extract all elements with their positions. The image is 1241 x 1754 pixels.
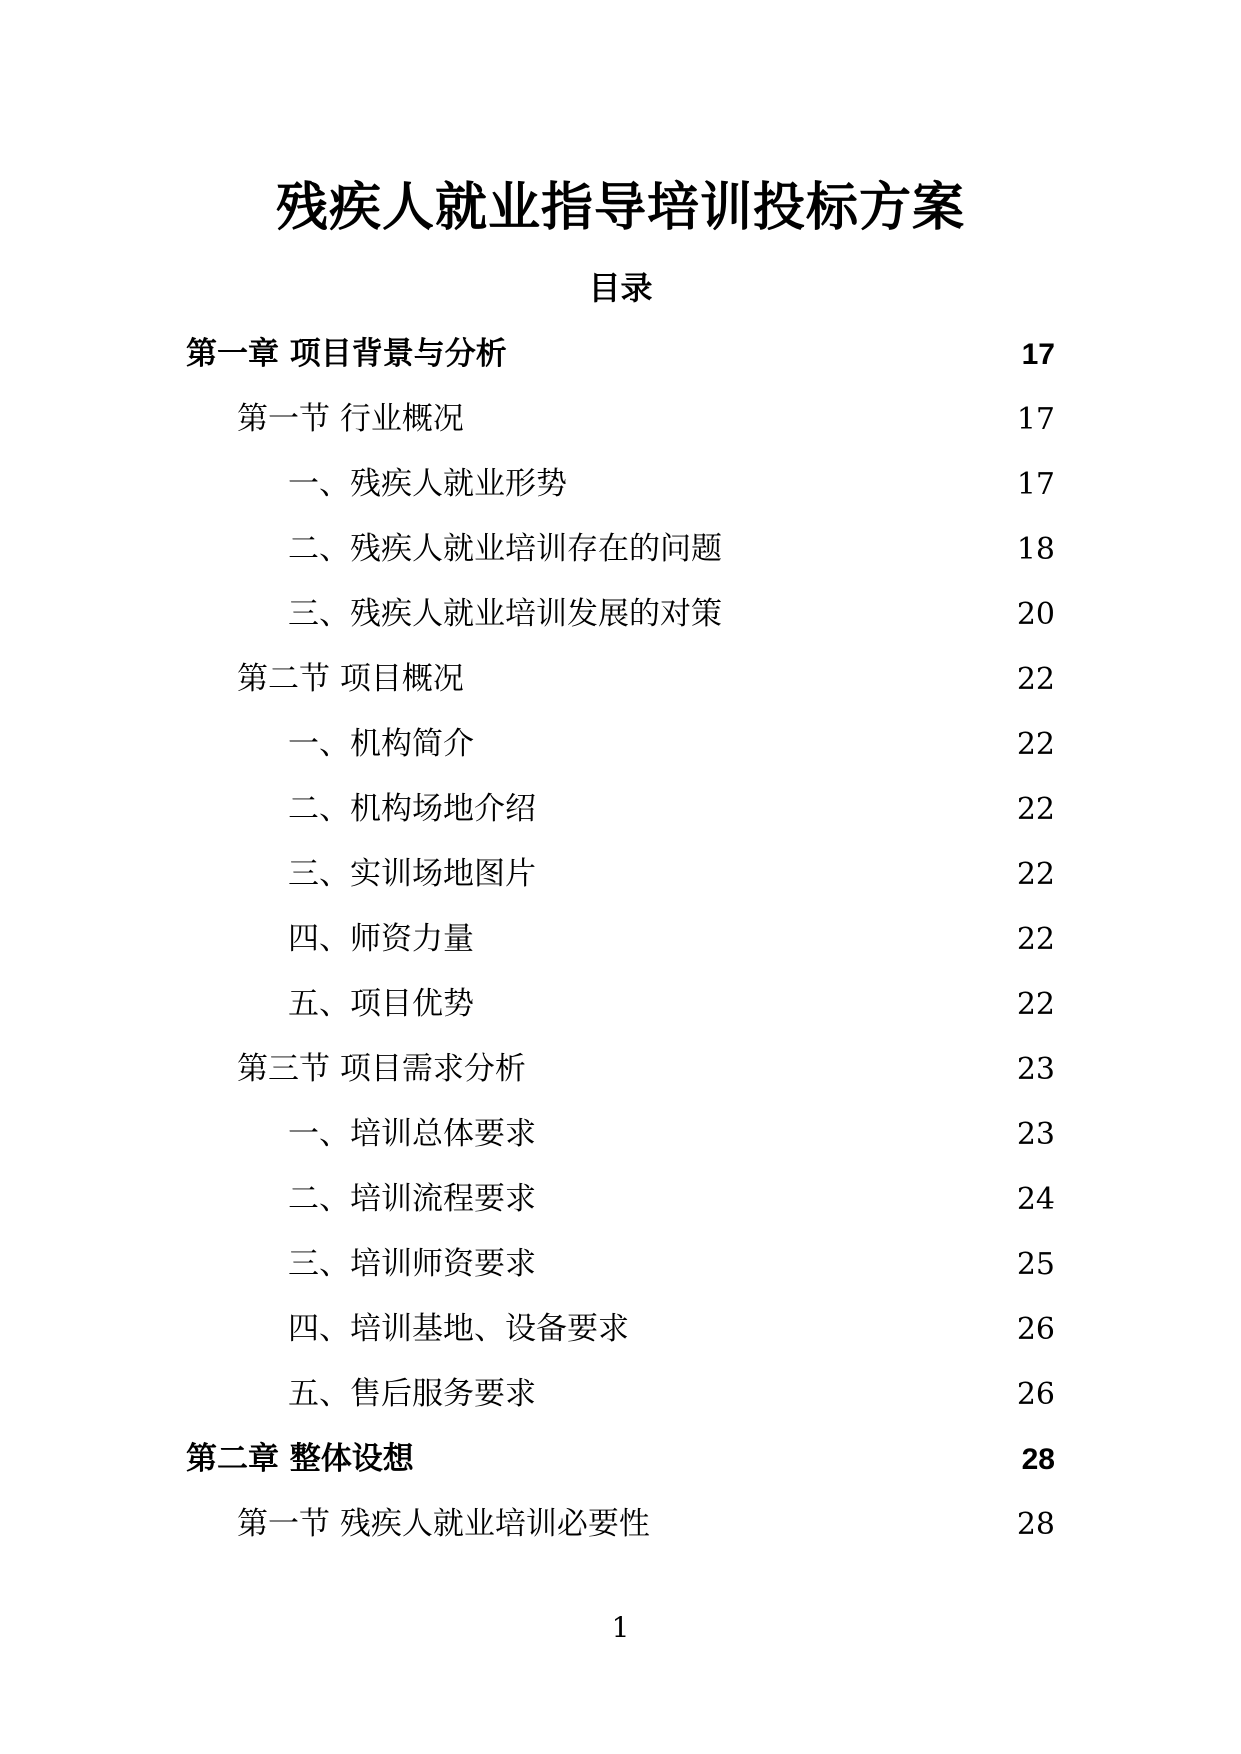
table-of-contents	[0, 322, 1241, 1557]
toc-entry-label: 第一章 项目背景与分析	[186, 336, 507, 372]
toc-entry[interactable]	[0, 1167, 1241, 1232]
toc-entry-label: 二、残疾人就业培训存在的问题	[288, 531, 722, 567]
toc-entry-page: 25	[1016, 1247, 1055, 1282]
toc-entry-label: 五、项目优势	[288, 986, 474, 1022]
toc-entry-label: 二、机构场地介绍	[288, 791, 536, 827]
toc-entry-label: 五、售后服务要求	[288, 1376, 536, 1412]
toc-entry[interactable]	[0, 1232, 1241, 1297]
toc-entry-label: 第三节 项目需求分析	[237, 1051, 526, 1087]
toc-entry-page: 28	[1021, 1443, 1055, 1476]
toc-heading: 目录	[588, 269, 653, 307]
toc-entry[interactable]	[0, 1362, 1241, 1427]
toc-entry-page: 22	[1016, 987, 1055, 1022]
toc-entry-page: 22	[1016, 662, 1055, 697]
toc-entry-label: 一、残疾人就业形势	[288, 466, 567, 502]
document-title: 残疾人就业指导培训投标方案	[275, 178, 965, 238]
toc-entry[interactable]	[0, 452, 1241, 517]
toc-entry-page: 22	[1016, 727, 1055, 762]
toc-entry[interactable]	[0, 1297, 1241, 1362]
toc-entry[interactable]	[0, 582, 1241, 647]
toc-entry-page: 18	[1016, 532, 1055, 567]
toc-entry-label: 三、实训场地图片	[288, 856, 536, 892]
toc-entry[interactable]	[0, 712, 1241, 777]
toc-entry-page: 20	[1016, 597, 1055, 632]
toc-entry-label: 一、机构简介	[288, 726, 474, 762]
toc-entry-page: 22	[1016, 792, 1055, 827]
toc-entry-page: 24	[1016, 1182, 1055, 1217]
toc-entry[interactable]	[0, 322, 1241, 387]
toc-entry-label: 第二节 项目概况	[237, 661, 464, 697]
toc-entry[interactable]	[0, 1102, 1241, 1167]
toc-entry-label: 四、师资力量	[288, 921, 474, 957]
toc-entry-label: 第一节 残疾人就业培训必要性	[237, 1506, 650, 1542]
toc-entry-label: 第二章 整体设想	[186, 1441, 414, 1477]
toc-entry-page: 23	[1016, 1117, 1055, 1152]
toc-entry-page: 17	[1021, 338, 1055, 371]
toc-entry[interactable]	[0, 387, 1241, 452]
toc-entry-label: 第一节 行业概况	[237, 401, 464, 437]
toc-entry-label: 三、培训师资要求	[288, 1246, 536, 1282]
toc-entry-page: 26	[1016, 1377, 1055, 1412]
toc-entry-label: 三、残疾人就业培训发展的对策	[288, 596, 722, 632]
toc-entry-page: 26	[1016, 1312, 1055, 1347]
toc-entry-page: 22	[1016, 857, 1055, 892]
toc-entry[interactable]	[0, 777, 1241, 842]
toc-entry-page: 28	[1016, 1507, 1055, 1542]
toc-entry[interactable]	[0, 1427, 1241, 1492]
toc-entry-page: 17	[1016, 467, 1055, 502]
toc-entry[interactable]	[0, 972, 1241, 1037]
toc-entry-label: 四、培训基地、设备要求	[288, 1311, 629, 1347]
toc-entry-page: 17	[1016, 402, 1055, 437]
toc-entry-label: 二、培训流程要求	[288, 1181, 536, 1217]
toc-entry-page: 23	[1016, 1052, 1055, 1087]
toc-entry[interactable]	[0, 907, 1241, 972]
toc-entry[interactable]	[0, 1037, 1241, 1102]
toc-entry-page: 22	[1016, 922, 1055, 957]
toc-entry[interactable]	[0, 842, 1241, 907]
toc-entry[interactable]	[0, 647, 1241, 712]
toc-entry[interactable]	[0, 1492, 1241, 1557]
page-number: 1	[611, 1611, 630, 1644]
toc-entry[interactable]	[0, 517, 1241, 582]
toc-entry-label: 一、培训总体要求	[288, 1116, 536, 1152]
